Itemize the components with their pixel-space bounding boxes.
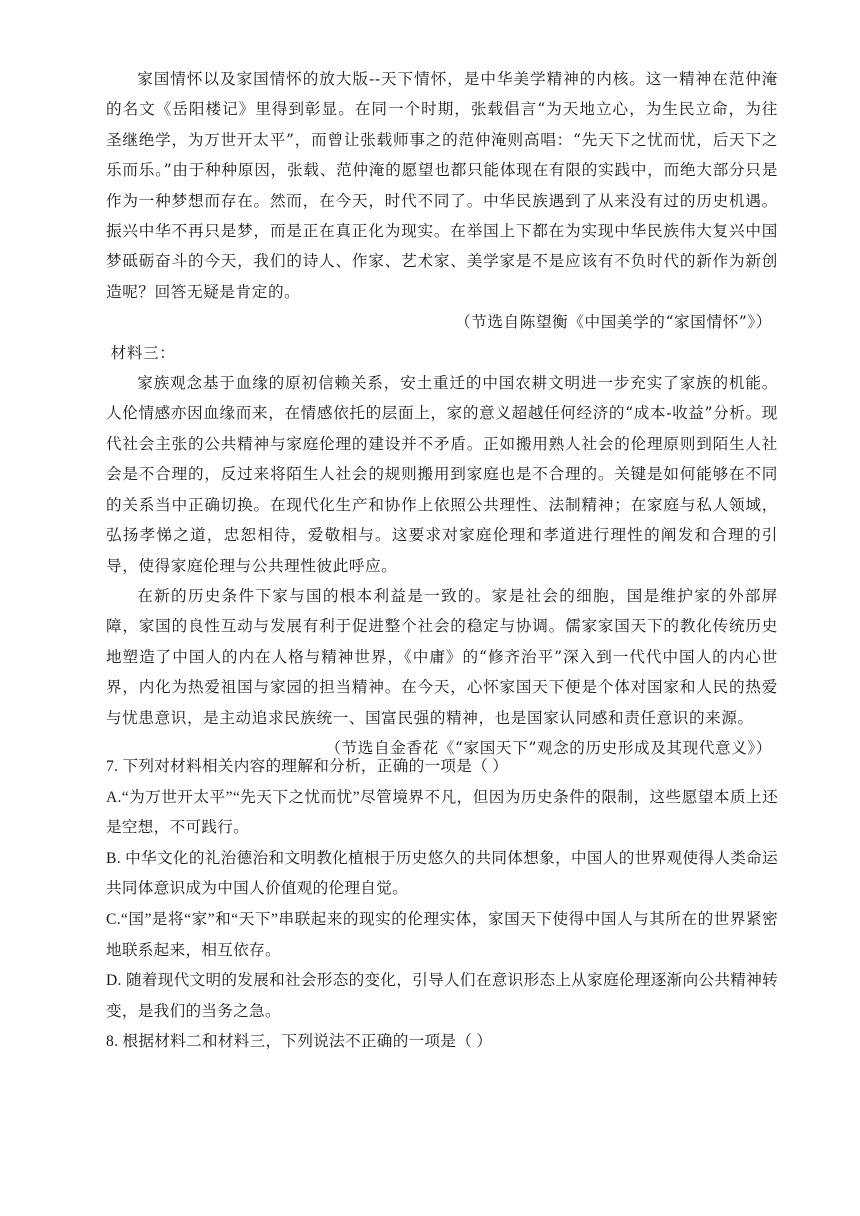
question-7-stem: 7. 下列对材料相关内容的理解和分析，正确的一项是（ ） — [106, 758, 509, 775]
material-two-source: （节选自陈望衡《中国美学的“家国情怀”》） — [454, 313, 772, 332]
question-7-option-d: D. 随着现代文明的发展和社会形态的变化，引导人们在意识形态上从家庭伦理逐渐向公共精神转变，是我们的当务之急。 — [106, 972, 778, 1020]
material-two-paragraph: 家国情怀以及家国情怀的放大版--天下情怀，是中华美学精神的内核。这一精神在范仲淹的名文《岳阳楼记》里得到彰显。在同一个时期，张载倡言“为天地立心，为生民立命，为往圣继绝学，为万世开太平”，而曾让张载师事之的范仲淹则高唱：“先天下之忧而忧，后天下之乐而乐。”由于种种原因，张载、范仲淹的愿望也都只能体现在有限的实践中，而绝大部分只是作为一种梦想而存在。然而，在今天，时代不同了。中华民族遇到了从来没有过的历史机遇。振兴中华不再只是梦，而是正在真正化为现实。在举国上下都在为实现中华民族伟大复兴中国梦砥砺奋斗的今天，我们的诗人、作家、艺术家、美学家是不是应该有不负时代的新作为新创造呢？回答无疑是肯定的。 — [106, 70, 778, 301]
question-section — [106, 752, 778, 1058]
reading-passage — [106, 64, 778, 763]
question-7-option-c: C.“国”是将“家”和“天下”串联起来的现实的伦理实体，家国天下使得中国人与其所在的世界紧密地联系起来，相互依存。 — [106, 910, 778, 959]
question-7-option-b: B. 中华文化的礼治德治和文明教化植根于历史悠久的共同体想象，中国人的世界观使得人类命运共同体意识成为中国人价值观的伦理自觉。 — [106, 849, 778, 898]
question-7-option-a: A.“为万世开太平”“先天下之忧而忧”尽管境界不凡，但因为历史条件的限制，这些愿望本质上还是空想，不可践行。 — [106, 788, 778, 837]
material-three-label: 材料三： — [110, 343, 176, 362]
material-three-paragraph-1: 家族观念基于血缘的原初信赖关系，安土重迁的中国农耕文明进一步充实了家族的机能。人伦情感亦因血缘而来，在情感依托的层面上，家的意义超越任何经济的“成本-收益”分析。现代社会主张的公共精神与家庭伦理的建设并不矛盾。正如搬用熟人社会的伦理原则到陌生人社会是不合理的，反过来将陌生人社会的规则搬用到家庭也是不合理的。关键是如何能够在不同的关系当中正确切换。在现代化生产和协作上依照公共理性、法制精神；在家庭与私人领域，弘扬孝悌之道，忠恕相待，爱敬相与。这要求对家庭伦理和孝道进行理性的阐发和合理的引导，使得家庭伦理与公共理性彼此呼应。 — [106, 374, 778, 575]
question-8-stem: 8. 根据材料二和材料三，下列说法不正确的一项是（ ） — [106, 1033, 493, 1051]
material-three-paragraph-2: 在新的历史条件下家与国的根本利益是一致的。家是社会的细胞，国是维护家的外部屏障，家国的良性互动与发展有利于促进整个社会的稳定与协调。儒家家国天下的教化传统历史地塑造了中国人的内在人格与精神世界，《中庸》的“修齐治平”深入到一代代中国人的内心世界，内化为热爱祖国与家园的担当精神。在今天，心怀家国天下便是个体对国家和人民的热爱与忧患意识，是主动追求民族统一、国富民强的精神，也是国家认同感和责任意识的来源。 — [106, 586, 778, 727]
material-three-source: （节选自金香花《“家国天下”观念的历史形成及其现代意义》） — [325, 738, 772, 757]
